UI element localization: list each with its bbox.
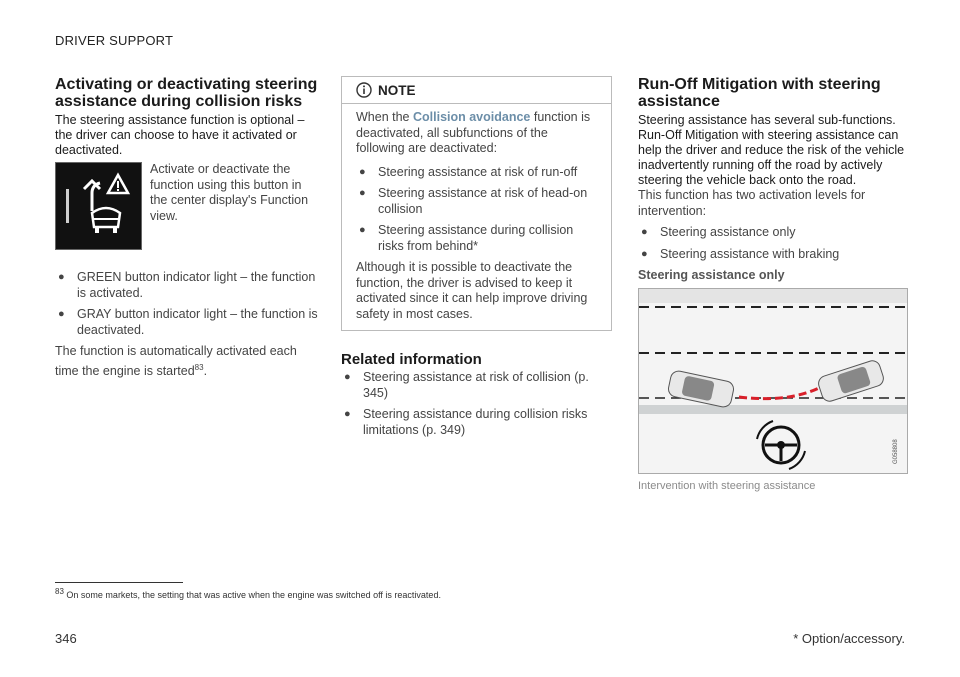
related-link[interactable]: ● Steering assistance at risk of collision (p. 345) <box>344 370 589 400</box>
footnote-ref[interactable]: 83 <box>194 362 204 372</box>
related-link[interactable]: ● Steering assistance during collision risks limitations (p. 349) <box>344 407 588 437</box>
option-accessory-note: * Option/accessory. <box>793 631 905 646</box>
run-off-lead: Steering assistance has several sub-functions. Run-Off Mitigation with steering assistance can help the driver and reduce the risk of the vehicle inadvertently running off the road by actively steering the vehicle back onto the road. <box>638 113 905 187</box>
list-item: ● Steering assistance at risk of head-on collision <box>359 186 588 216</box>
related-links <box>341 370 612 438</box>
list-item: ● Steering assistance only <box>641 225 796 239</box>
running-header: DRIVER SUPPORT <box>55 33 174 48</box>
column-activation <box>55 76 320 379</box>
steering-only-subhead: Steering assistance only <box>638 268 785 282</box>
section-title-run-off: Run-Off Mitigation with steering assistance <box>638 76 881 110</box>
page-number: 346 <box>55 631 77 646</box>
indicator-light-list <box>55 270 320 338</box>
section-title-activating: Activating or deactivating steering assistance during collision risks <box>55 76 318 110</box>
footnote-divider <box>55 582 183 583</box>
footnote: $^{83}$ On some markets, the setting that was active when the engine was switched off is reactivated. <box>55 587 441 600</box>
note-box <box>341 76 612 331</box>
steering-assist-button-icon <box>55 162 142 250</box>
note-subfunction-list <box>356 165 597 255</box>
info-icon <box>356 82 372 98</box>
figure-caption: Intervention with steering assistance <box>638 480 816 492</box>
collision-avoidance-term: Collision avoidance <box>412 110 531 124</box>
column-note <box>341 76 612 444</box>
column-run-off <box>638 76 908 492</box>
figure-code: G058808 <box>893 439 899 464</box>
icon-description: Activate or deactivate the function using this button in the center display's Function view. <box>150 162 309 223</box>
activation-lead: The steering assistance function is optional – the driver can choose to have it activated or deactivated. <box>55 113 305 157</box>
note-label: NOTE <box>378 82 416 98</box>
list-item: ● Steering assistance with braking <box>641 246 840 261</box>
steering-assist-illustration <box>638 288 908 474</box>
activation-levels-text: This function has two activation levels for intervention: <box>638 188 866 218</box>
note-closing: Although it is possible to deactivate the function, the driver is advised to keep it activated since it can help improve driving safety in most cases. <box>356 260 588 321</box>
auto-activation-text: The function is automatically activated each time the engine is started$^{83}$. <box>55 344 297 378</box>
activation-levels-list <box>638 225 908 262</box>
list-item: ● GRAY button indicator light – the function is deactivated. <box>58 307 318 337</box>
note-intro: When the Collision avoidance function is deactivated, all subfunctions of the following are deactivated: <box>356 110 591 155</box>
list-item: ● Steering assistance at risk of run-off <box>359 164 578 179</box>
list-item: ● GREEN button indicator light – the function is activated. <box>58 270 316 300</box>
related-info-title: Related information <box>341 351 482 368</box>
list-item: ● Steering assistance during collision risks from behind* <box>359 223 574 253</box>
